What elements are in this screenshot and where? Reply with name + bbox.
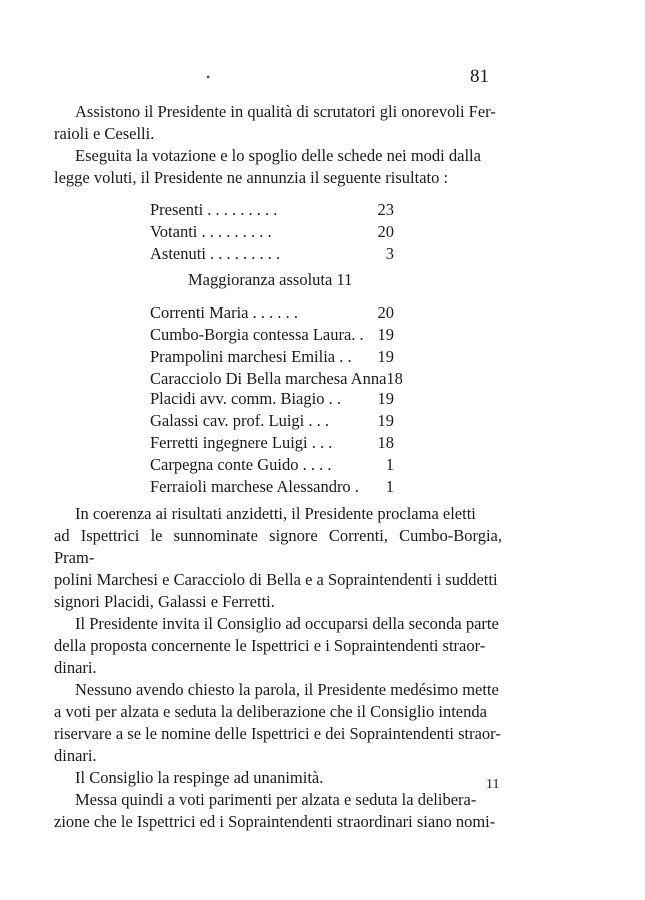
vote-summary [150, 199, 394, 265]
candidate-name: Carpegna conte Guido . . . . [150, 455, 332, 474]
candidate-name: Placidi avv. comm. Biagio . . [150, 389, 341, 408]
candidate-votes: 20 [377, 303, 394, 322]
candidate-name: Ferretti ingegnere Luigi . . . [150, 433, 333, 452]
candidate-name: Galassi cav. prof. Luigi . . . [150, 411, 330, 430]
text-line: polini Marchesi e Caracciolo di Bella e a Sopraintendenti i suddetti [54, 570, 498, 589]
print-dot: • [206, 70, 211, 84]
summary-value: 3 [385, 244, 394, 263]
paragraph-vote-alzata [54, 679, 502, 767]
intro-text [54, 101, 502, 189]
candidate-votes: 1 [385, 477, 394, 496]
summary-row [150, 199, 394, 221]
text-line: zione che le Ispettrici ed i Sopraintendenti straordinari siano nomi- [54, 812, 496, 831]
candidate-row [150, 346, 394, 368]
summary-value: 23 [377, 200, 394, 219]
text-line: Nessuno avendo chiesto la parola, il Presidente medésimo mette [75, 680, 499, 699]
text-line: dinari. [54, 658, 97, 677]
text-line: a voti per alzata e seduta la deliberazione che il Consiglio intenda [54, 702, 487, 721]
text-line: riservare a se le nomine delle Ispettrici e dei Sopraintendenti straor- [54, 724, 501, 743]
candidate-name: Correnti Maria . . . . . . [150, 303, 299, 322]
summary-value: 20 [377, 222, 394, 241]
text-line: Eseguita la votazione e lo spoglio delle schede nei modi dalla [75, 146, 481, 165]
candidate-name: Ferraioli marchese Alessandro . [150, 477, 359, 496]
candidate-votes: 19 [377, 389, 394, 408]
majority-heading: Maggioranza assoluta 11 [188, 270, 353, 289]
text-line: ad Ispettrici le sunnominate signore Correnti, Cumbo-Borgia, Pram- [54, 526, 502, 567]
closing-text [54, 503, 502, 833]
candidate-row [150, 476, 394, 498]
paragraph-proclamation [54, 503, 502, 613]
text-line: raioli e Ceselli. [54, 124, 155, 143]
page-number: 81 [470, 66, 489, 87]
summary-label: Astenuti . . . . . . . . . [150, 244, 281, 263]
candidate-votes: 18 [386, 369, 403, 388]
candidate-row [150, 302, 394, 324]
candidate-votes: 19 [377, 411, 394, 430]
summary-row [150, 243, 394, 265]
paragraph-votazione [54, 145, 502, 189]
candidate-name: Caracciolo Di Bella marchesa Anna [150, 369, 387, 388]
text-line: Assistono il Presidente in qualità di scrutatori gli onorevoli Fer- [75, 102, 496, 121]
paragraph-final-vote [54, 789, 502, 833]
candidate-row [150, 388, 394, 410]
text-line: In coerenza ai risultati anzidetti, il Presidente proclama eletti [75, 504, 476, 523]
text-line: Il Presidente invita il Consiglio ad occuparsi della seconda parte [75, 614, 499, 633]
candidate-row [150, 324, 394, 346]
ispettrici-results [150, 302, 403, 390]
text-line: legge voluti, il Presidente ne annunzia il seguente risultato : [54, 168, 449, 187]
candidate-votes: 19 [377, 325, 394, 344]
candidate-row [150, 454, 394, 476]
paragraph-rejection [54, 767, 502, 789]
text-line: signori Placidi, Galassi e Ferretti. [54, 592, 275, 611]
text-line: della proposta concernente le Ispettrici e i Sopraintendenti straor- [54, 636, 486, 655]
paragraph-scrutatori [54, 101, 502, 145]
summary-label: Votanti . . . . . . . . . [150, 222, 272, 241]
summary-row [150, 221, 394, 243]
candidate-row [150, 368, 403, 390]
candidate-votes: 19 [377, 347, 394, 366]
text-line: dinari. [54, 746, 97, 765]
sopraintendenti-results [150, 388, 394, 498]
candidate-votes: 1 [385, 455, 394, 474]
candidate-name: Cumbo-Borgia contessa Laura. . [150, 325, 364, 344]
candidate-name: Prampolini marchesi Emilia . . [150, 347, 352, 366]
candidate-row [150, 432, 394, 454]
text-line: Il Consiglio la respinge ad unanimità. [75, 768, 324, 787]
summary-label: Presenti . . . . . . . . . [150, 200, 278, 219]
paragraph-second-part [54, 613, 502, 679]
candidate-row [150, 410, 394, 432]
candidate-votes: 18 [377, 433, 394, 452]
signature-mark: 11 [486, 777, 500, 792]
text-line: Messa quindi a voti parimenti per alzata e seduta la delibera- [75, 790, 477, 809]
